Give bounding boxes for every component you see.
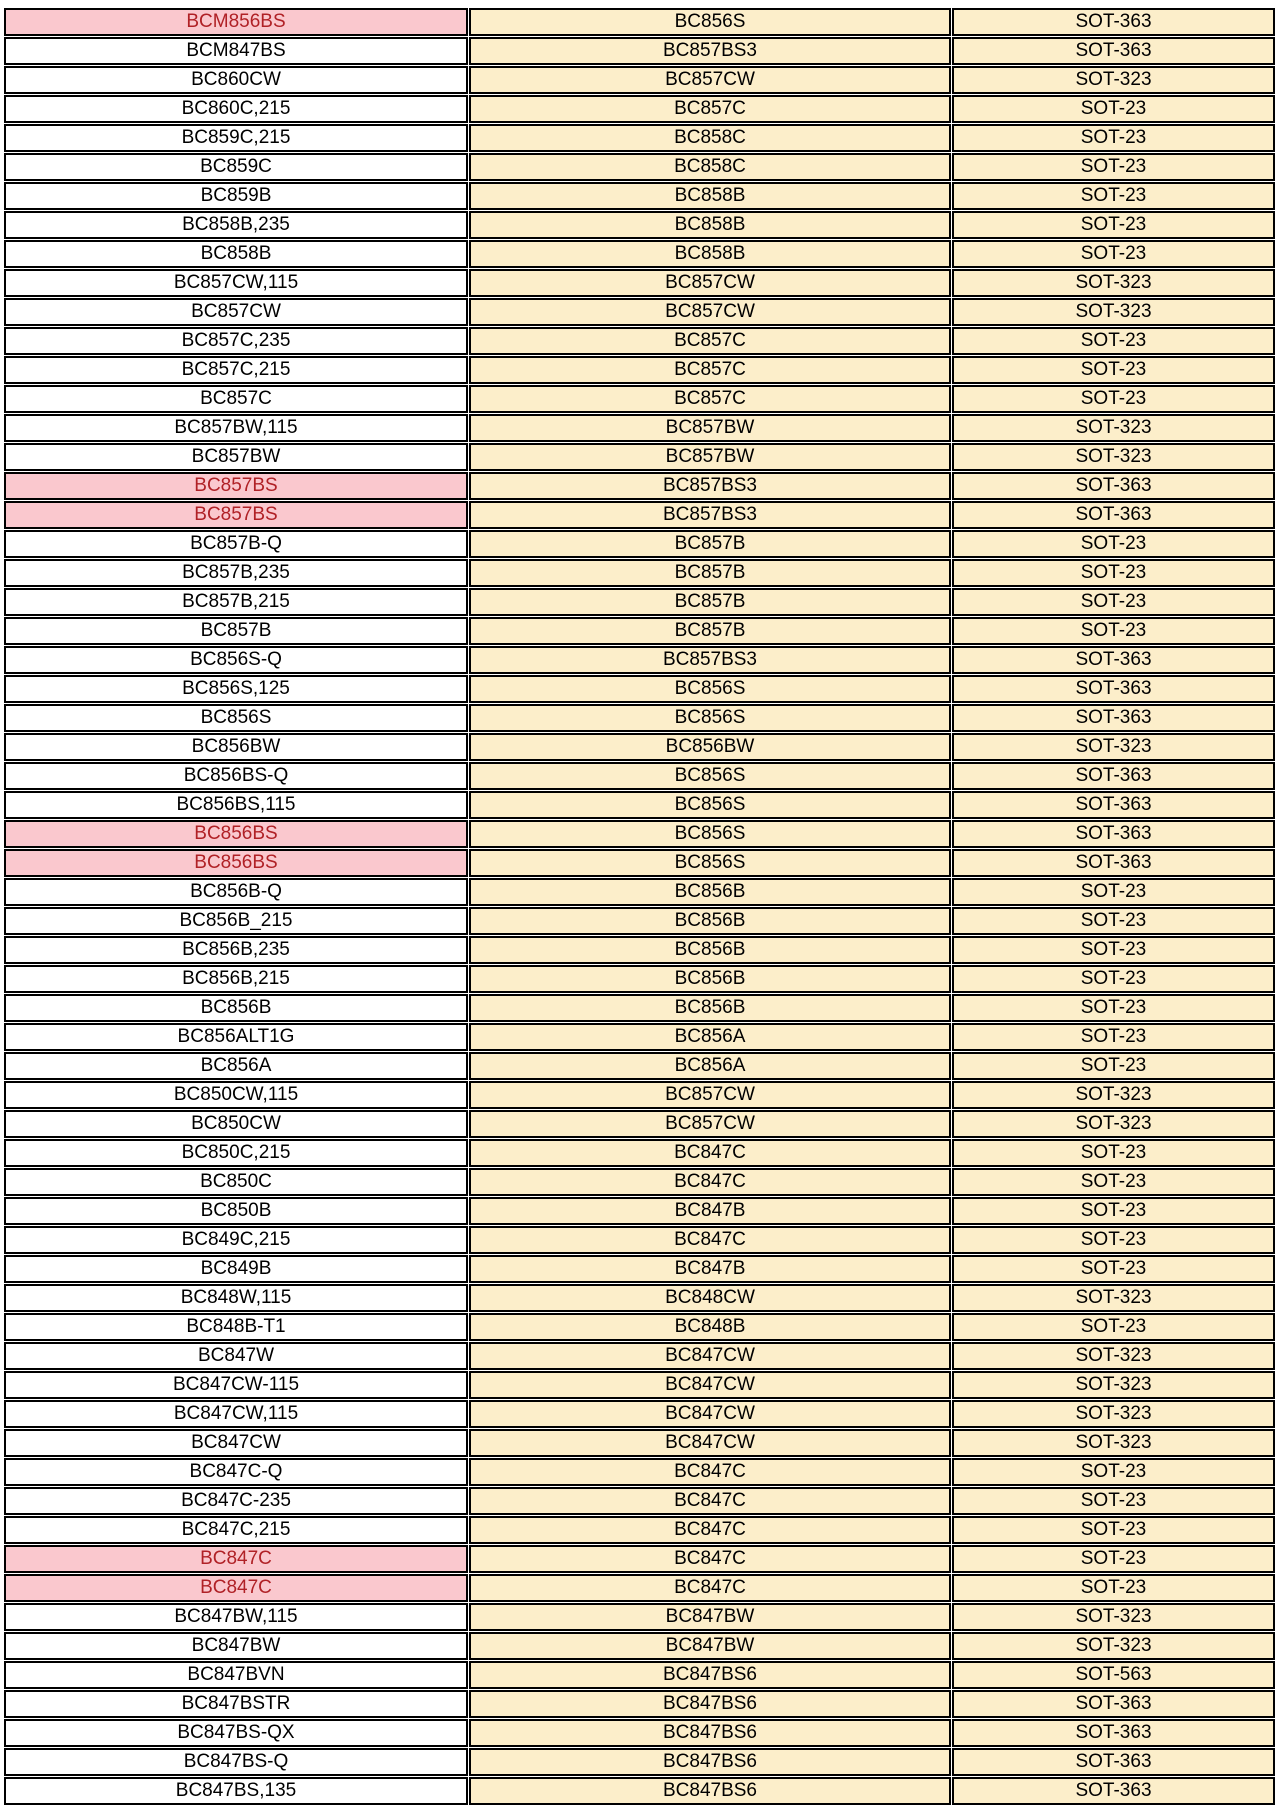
package-cell: SOT-323 (952, 414, 1275, 442)
table-row (4, 269, 1275, 297)
table-row (4, 182, 1275, 210)
package-cell: SOT-23 (952, 1023, 1275, 1051)
table-row (4, 327, 1275, 355)
table-row (4, 1719, 1275, 1747)
package-cell: SOT-23 (952, 936, 1275, 964)
package-cell: SOT-23 (952, 211, 1275, 239)
replacement-part-cell: BC857B (469, 530, 951, 558)
replacement-part-cell: BC856S (469, 762, 951, 790)
replacement-part-cell: BC847C (469, 1574, 951, 1602)
package-cell: SOT-363 (952, 1777, 1275, 1805)
package-cell: SOT-23 (952, 153, 1275, 181)
part-number-cell: BC859C,215 (4, 124, 468, 152)
table-row (4, 1400, 1275, 1428)
package-cell: SOT-363 (952, 704, 1275, 732)
package-cell: SOT-323 (952, 443, 1275, 471)
table-row (4, 1429, 1275, 1457)
table-row (4, 501, 1275, 529)
replacement-part-cell: BC856B (469, 878, 951, 906)
part-number-cell: BC856B-Q (4, 878, 468, 906)
replacement-part-cell: BC858B (469, 211, 951, 239)
table-row (4, 704, 1275, 732)
replacement-part-cell: BC847C (469, 1487, 951, 1515)
part-number-cell: BC858B,235 (4, 211, 468, 239)
table-row (4, 1516, 1275, 1544)
package-cell: SOT-23 (952, 1139, 1275, 1167)
part-number-cell-highlighted: BC856BS (4, 849, 468, 877)
replacement-part-cell: BC857BW (469, 414, 951, 442)
table-row (4, 153, 1275, 181)
part-number-cell: BC857B (4, 617, 468, 645)
table-row (4, 530, 1275, 558)
table-row (4, 1545, 1275, 1573)
table-row (4, 994, 1275, 1022)
package-cell: SOT-23 (952, 878, 1275, 906)
package-cell: SOT-23 (952, 1487, 1275, 1515)
part-number-cell: BC856B (4, 994, 468, 1022)
replacement-part-cell: BC857CW (469, 1081, 951, 1109)
package-cell: SOT-363 (952, 675, 1275, 703)
replacement-part-cell: BC857C (469, 95, 951, 123)
table-row (4, 820, 1275, 848)
package-cell: SOT-23 (952, 327, 1275, 355)
table-row (4, 675, 1275, 703)
part-number-cell: BC850C,215 (4, 1139, 468, 1167)
replacement-part-cell: BC857CW (469, 1110, 951, 1138)
replacement-part-cell: BC847C (469, 1226, 951, 1254)
replacement-part-cell: BC847BS6 (469, 1777, 951, 1805)
table-row (4, 472, 1275, 500)
part-number-cell: BC856B,235 (4, 936, 468, 964)
replacement-part-cell: BC856B (469, 936, 951, 964)
part-number-cell: BC857BW,115 (4, 414, 468, 442)
package-cell: SOT-23 (952, 907, 1275, 935)
part-number-cell: BC857BW (4, 443, 468, 471)
replacement-part-cell: BC856BW (469, 733, 951, 761)
package-cell: SOT-363 (952, 37, 1275, 65)
cross-reference-table (3, 7, 1276, 1806)
package-cell: SOT-23 (952, 588, 1275, 616)
part-number-cell: BC847C-Q (4, 1458, 468, 1486)
part-number-cell-highlighted: BC847C (4, 1574, 468, 1602)
part-number-cell: BC857CW (4, 298, 468, 326)
package-cell: SOT-23 (952, 1052, 1275, 1080)
part-number-cell-highlighted: BC857BS (4, 472, 468, 500)
table-row (4, 1023, 1275, 1051)
replacement-part-cell: BC847CW (469, 1342, 951, 1370)
table-row (4, 1632, 1275, 1660)
package-cell: SOT-323 (952, 298, 1275, 326)
table-row (4, 791, 1275, 819)
replacement-part-cell: BC856S (469, 820, 951, 848)
package-cell: SOT-363 (952, 501, 1275, 529)
package-cell: SOT-23 (952, 994, 1275, 1022)
package-cell: SOT-23 (952, 1516, 1275, 1544)
table-row (4, 588, 1275, 616)
part-number-cell: BC849B (4, 1255, 468, 1283)
replacement-part-cell: BC856B (469, 994, 951, 1022)
package-cell: SOT-23 (952, 1458, 1275, 1486)
replacement-part-cell: BC857CW (469, 269, 951, 297)
part-number-cell: BC847W (4, 1342, 468, 1370)
replacement-part-cell: BC848B (469, 1313, 951, 1341)
replacement-part-cell: BC858C (469, 153, 951, 181)
part-number-cell: BC859B (4, 182, 468, 210)
part-number-cell: BC857B,235 (4, 559, 468, 587)
package-cell: SOT-363 (952, 849, 1275, 877)
replacement-part-cell: BC848CW (469, 1284, 951, 1312)
part-number-cell: BC856BS-Q (4, 762, 468, 790)
table-row (4, 849, 1275, 877)
replacement-part-cell: BC847C (469, 1168, 951, 1196)
part-number-cell: BC848B-T1 (4, 1313, 468, 1341)
table-row (4, 1371, 1275, 1399)
package-cell: SOT-23 (952, 1168, 1275, 1196)
part-number-cell: BC850B (4, 1197, 468, 1225)
replacement-part-cell: BC856S (469, 8, 951, 36)
replacement-part-cell: BC857BW (469, 443, 951, 471)
package-cell: SOT-23 (952, 240, 1275, 268)
replacement-part-cell: BC856S (469, 791, 951, 819)
package-cell: SOT-323 (952, 269, 1275, 297)
table-row (4, 443, 1275, 471)
replacement-part-cell: BC856B (469, 907, 951, 935)
part-number-cell: BC856B,215 (4, 965, 468, 993)
package-cell: SOT-23 (952, 559, 1275, 587)
package-cell: SOT-323 (952, 1110, 1275, 1138)
part-number-cell: BC856A (4, 1052, 468, 1080)
table-row (4, 965, 1275, 993)
part-number-cell: BC850CW (4, 1110, 468, 1138)
table-row (4, 646, 1275, 674)
replacement-part-cell: BC857C (469, 356, 951, 384)
package-cell: SOT-23 (952, 124, 1275, 152)
part-number-cell: BC860C,215 (4, 95, 468, 123)
replacement-part-cell: BC847CW (469, 1371, 951, 1399)
table-row (4, 95, 1275, 123)
table-row (4, 1777, 1275, 1805)
package-cell: SOT-363 (952, 1719, 1275, 1747)
part-number-cell: BC857B,215 (4, 588, 468, 616)
package-cell: SOT-363 (952, 472, 1275, 500)
package-cell: SOT-323 (952, 1342, 1275, 1370)
package-cell: SOT-23 (952, 1574, 1275, 1602)
package-cell: SOT-23 (952, 1313, 1275, 1341)
table-row (4, 559, 1275, 587)
package-cell: SOT-23 (952, 95, 1275, 123)
table-row (4, 1313, 1275, 1341)
package-cell: SOT-323 (952, 1429, 1275, 1457)
package-cell: SOT-23 (952, 1545, 1275, 1573)
package-cell: SOT-23 (952, 617, 1275, 645)
part-number-cell: BC857CW,115 (4, 269, 468, 297)
replacement-part-cell: BC857C (469, 385, 951, 413)
part-number-cell: BC847BS-Q (4, 1748, 468, 1776)
part-number-cell: BC856S,125 (4, 675, 468, 703)
part-number-cell: BC860CW (4, 66, 468, 94)
replacement-part-cell: BC856B (469, 965, 951, 993)
package-cell: SOT-23 (952, 385, 1275, 413)
replacement-part-cell: BC847C (469, 1516, 951, 1544)
part-number-cell: BC857B-Q (4, 530, 468, 558)
table-row (4, 8, 1275, 36)
table-row (4, 1574, 1275, 1602)
table-row (4, 1226, 1275, 1254)
replacement-part-cell: BC856S (469, 849, 951, 877)
table-row (4, 936, 1275, 964)
table-row (4, 762, 1275, 790)
replacement-part-cell: BC858B (469, 182, 951, 210)
part-number-cell: BC856S-Q (4, 646, 468, 674)
table-row (4, 1197, 1275, 1225)
package-cell: SOT-363 (952, 646, 1275, 674)
package-cell: SOT-323 (952, 1284, 1275, 1312)
part-number-cell: BC857C,235 (4, 327, 468, 355)
table-row (4, 124, 1275, 152)
package-cell: SOT-363 (952, 1690, 1275, 1718)
part-number-cell: BC847BW,115 (4, 1603, 468, 1631)
part-number-cell: BC858B (4, 240, 468, 268)
part-number-cell-highlighted: BC856BS (4, 820, 468, 848)
package-cell: SOT-323 (952, 1603, 1275, 1631)
replacement-part-cell: BC847BW (469, 1632, 951, 1660)
part-number-cell: BC847C-235 (4, 1487, 468, 1515)
package-cell: SOT-323 (952, 1632, 1275, 1660)
part-number-cell: BC857C,215 (4, 356, 468, 384)
part-number-cell: BC848W,115 (4, 1284, 468, 1312)
replacement-part-cell: BC856A (469, 1023, 951, 1051)
table-row (4, 1661, 1275, 1689)
part-number-cell: BC847BS-QX (4, 1719, 468, 1747)
table-row (4, 240, 1275, 268)
replacement-part-cell: BC858B (469, 240, 951, 268)
replacement-part-cell: BC857B (469, 559, 951, 587)
table-row (4, 1748, 1275, 1776)
table-row (4, 356, 1275, 384)
replacement-part-cell: BC857BS3 (469, 646, 951, 674)
replacement-part-cell: BC847C (469, 1545, 951, 1573)
replacement-part-cell: BC856A (469, 1052, 951, 1080)
replacement-part-cell: BC857CW (469, 66, 951, 94)
package-cell: SOT-23 (952, 356, 1275, 384)
part-number-cell: BCM847BS (4, 37, 468, 65)
replacement-part-cell: BC857CW (469, 298, 951, 326)
part-number-cell: BC857C (4, 385, 468, 413)
table-row (4, 1342, 1275, 1370)
package-cell: SOT-23 (952, 182, 1275, 210)
package-cell: SOT-363 (952, 8, 1275, 36)
part-number-cell: BC856BW (4, 733, 468, 761)
table-row (4, 1255, 1275, 1283)
table-row (4, 617, 1275, 645)
table-row (4, 733, 1275, 761)
replacement-part-cell: BC858C (469, 124, 951, 152)
replacement-part-cell: BC847B (469, 1255, 951, 1283)
part-number-cell: BC847BVN (4, 1661, 468, 1689)
package-cell: SOT-323 (952, 1371, 1275, 1399)
part-number-cell: BC847BS,135 (4, 1777, 468, 1805)
part-number-cell: BC847CW-115 (4, 1371, 468, 1399)
replacement-part-cell: BC856S (469, 675, 951, 703)
part-number-cell: BC847BSTR (4, 1690, 468, 1718)
package-cell: SOT-23 (952, 965, 1275, 993)
part-number-cell: BC856ALT1G (4, 1023, 468, 1051)
table-row (4, 1081, 1275, 1109)
replacement-part-cell: BC847C (469, 1458, 951, 1486)
replacement-part-cell: BC856S (469, 704, 951, 732)
table-row (4, 385, 1275, 413)
replacement-part-cell: BC847BS6 (469, 1690, 951, 1718)
package-cell: SOT-323 (952, 1081, 1275, 1109)
part-number-cell: BC856BS,115 (4, 791, 468, 819)
package-cell: SOT-23 (952, 1226, 1275, 1254)
part-number-cell-highlighted: BCM856BS (4, 8, 468, 36)
table-body (4, 8, 1275, 1805)
part-number-cell: BC847BW (4, 1632, 468, 1660)
package-cell: SOT-563 (952, 1661, 1275, 1689)
table-row (4, 414, 1275, 442)
table-row (4, 37, 1275, 65)
table-row (4, 1458, 1275, 1486)
package-cell: SOT-363 (952, 762, 1275, 790)
replacement-part-cell: BC857BS3 (469, 501, 951, 529)
part-number-cell: BC856B_215 (4, 907, 468, 935)
replacement-part-cell: BC847BS6 (469, 1661, 951, 1689)
table-row (4, 878, 1275, 906)
replacement-part-cell: BC847CW (469, 1400, 951, 1428)
part-number-cell: BC849C,215 (4, 1226, 468, 1254)
replacement-part-cell: BC857C (469, 327, 951, 355)
table-row (4, 1690, 1275, 1718)
part-number-cell: BC850C (4, 1168, 468, 1196)
part-number-cell: BC850CW,115 (4, 1081, 468, 1109)
package-cell: SOT-23 (952, 530, 1275, 558)
replacement-part-cell: BC857B (469, 617, 951, 645)
part-number-cell: BC856S (4, 704, 468, 732)
table-row (4, 907, 1275, 935)
table-row (4, 1284, 1275, 1312)
table-row (4, 1139, 1275, 1167)
package-cell: SOT-323 (952, 66, 1275, 94)
table-row (4, 298, 1275, 326)
part-number-cell: BC847CW (4, 1429, 468, 1457)
replacement-part-cell: BC857BS3 (469, 472, 951, 500)
package-cell: SOT-323 (952, 733, 1275, 761)
table-row (4, 1603, 1275, 1631)
part-number-cell: BC847CW,115 (4, 1400, 468, 1428)
package-cell: SOT-363 (952, 1748, 1275, 1776)
package-cell: SOT-363 (952, 791, 1275, 819)
replacement-part-cell: BC847BS6 (469, 1719, 951, 1747)
package-cell: SOT-323 (952, 1400, 1275, 1428)
table-row (4, 1110, 1275, 1138)
table-row (4, 1168, 1275, 1196)
replacement-part-cell: BC857BS3 (469, 37, 951, 65)
package-cell: SOT-23 (952, 1197, 1275, 1225)
table-row (4, 66, 1275, 94)
replacement-part-cell: BC847B (469, 1197, 951, 1225)
part-number-cell: BC847C,215 (4, 1516, 468, 1544)
table-row (4, 211, 1275, 239)
part-number-cell: BC859C (4, 153, 468, 181)
replacement-part-cell: BC847CW (469, 1429, 951, 1457)
table-row (4, 1052, 1275, 1080)
part-number-cell-highlighted: BC847C (4, 1545, 468, 1573)
package-cell: SOT-23 (952, 1255, 1275, 1283)
part-number-cell-highlighted: BC857BS (4, 501, 468, 529)
replacement-part-cell: BC847BW (469, 1603, 951, 1631)
replacement-part-cell: BC847C (469, 1139, 951, 1167)
table-row (4, 1487, 1275, 1515)
replacement-part-cell: BC857B (469, 588, 951, 616)
package-cell: SOT-363 (952, 820, 1275, 848)
replacement-part-cell: BC847BS6 (469, 1748, 951, 1776)
